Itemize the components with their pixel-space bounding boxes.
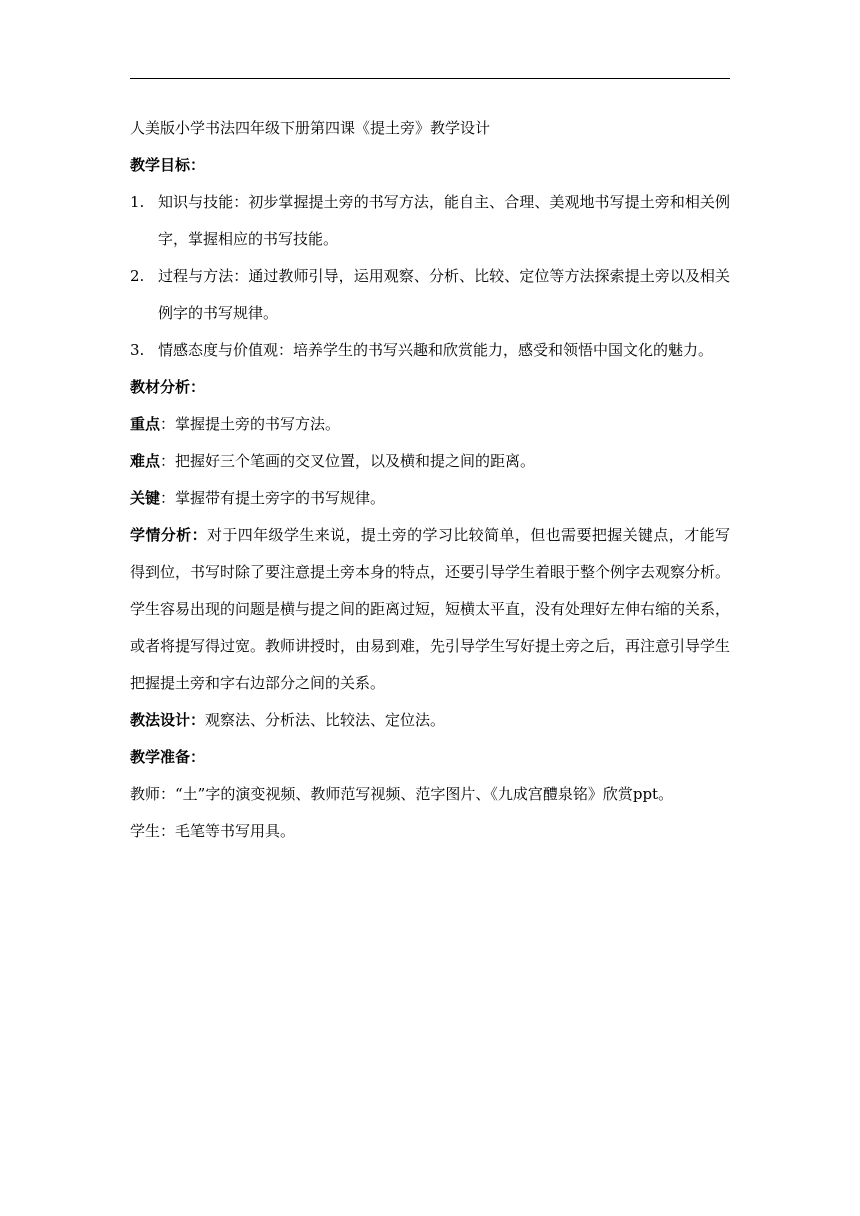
teacher-prep-paragraph: 教师：“土”字的演变视频、教师范写视频、范字图片、《九成宫醴泉铭》欣赏ppt。 [130, 785, 674, 803]
key-paragraph [130, 480, 730, 517]
key-point-paragraph [130, 406, 730, 443]
document-body [130, 110, 730, 850]
learner-analysis-text: 对于四年级学生来说，提土旁的学习比较简单，但也需要把握关键点，才能写得到位，书写时除了要注意提土旁本身的特点，还要引导学生着眼于整个例字去观察分析。学生容易出现的问题是横与提之间的距离过短，短横太平直，没有处理好左伸右缩的关系，或者将提写得过宽。教师讲授时，由易到难，先引导学生写好提土旁之后，再注意引导学生把握提土旁和字右边部分之间的关系。 [130, 526, 731, 692]
method-text: 观察法、分析法、比较法、定位法。 [205, 711, 446, 729]
difficulty-text: ：把握好三个笔画的交叉位置，以及横和提之间的距离。 [160, 452, 536, 470]
objective-text: 知识与技能：初步掌握提土旁的书写方法，能自主、合理、美观地书写提土旁和相关例字，掌握相应的书写技能。 [158, 193, 730, 248]
key-label: 关键 [130, 489, 161, 507]
learner-analysis-label: 学情分析： [130, 526, 207, 544]
analysis-heading: 教材分析： [130, 378, 206, 396]
prep-heading: 教学准备： [130, 748, 206, 766]
objective-item-3 [130, 332, 730, 369]
difficulty-paragraph [130, 443, 730, 480]
document-title: 人美版小学书法四年级下册第四课《提土旁》教学设计 [130, 119, 491, 137]
objective-item-2 [130, 258, 730, 332]
difficulty-label: 难点 [130, 452, 161, 470]
key-point-label: 重点 [130, 415, 161, 433]
objective-number: 1. [130, 193, 145, 211]
objective-text: 过程与方法：通过教师引导，运用观察、分析、比较、定位等方法探索提土旁以及相关例字的书写规律。 [158, 267, 730, 322]
header-rule [130, 78, 730, 79]
key-text: ：掌握带有提土旁字的书写规律。 [160, 489, 386, 507]
objective-number: 3. [130, 341, 145, 359]
method-paragraph [130, 702, 730, 739]
objective-text: 情感态度与价值观：培养学生的书写兴趣和欣赏能力，感受和领悟中国文化的魅力。 [158, 341, 714, 359]
objective-number: 2. [130, 267, 145, 285]
student-prep-paragraph: 学生：毛笔等书写用具。 [130, 822, 296, 840]
objectives-heading: 教学目标： [130, 156, 206, 174]
method-label: 教法设计： [130, 711, 206, 729]
key-point-text: ：掌握提土旁的书写方法。 [160, 415, 341, 433]
learner-analysis-paragraph [130, 517, 730, 702]
objective-item-1 [130, 184, 730, 258]
